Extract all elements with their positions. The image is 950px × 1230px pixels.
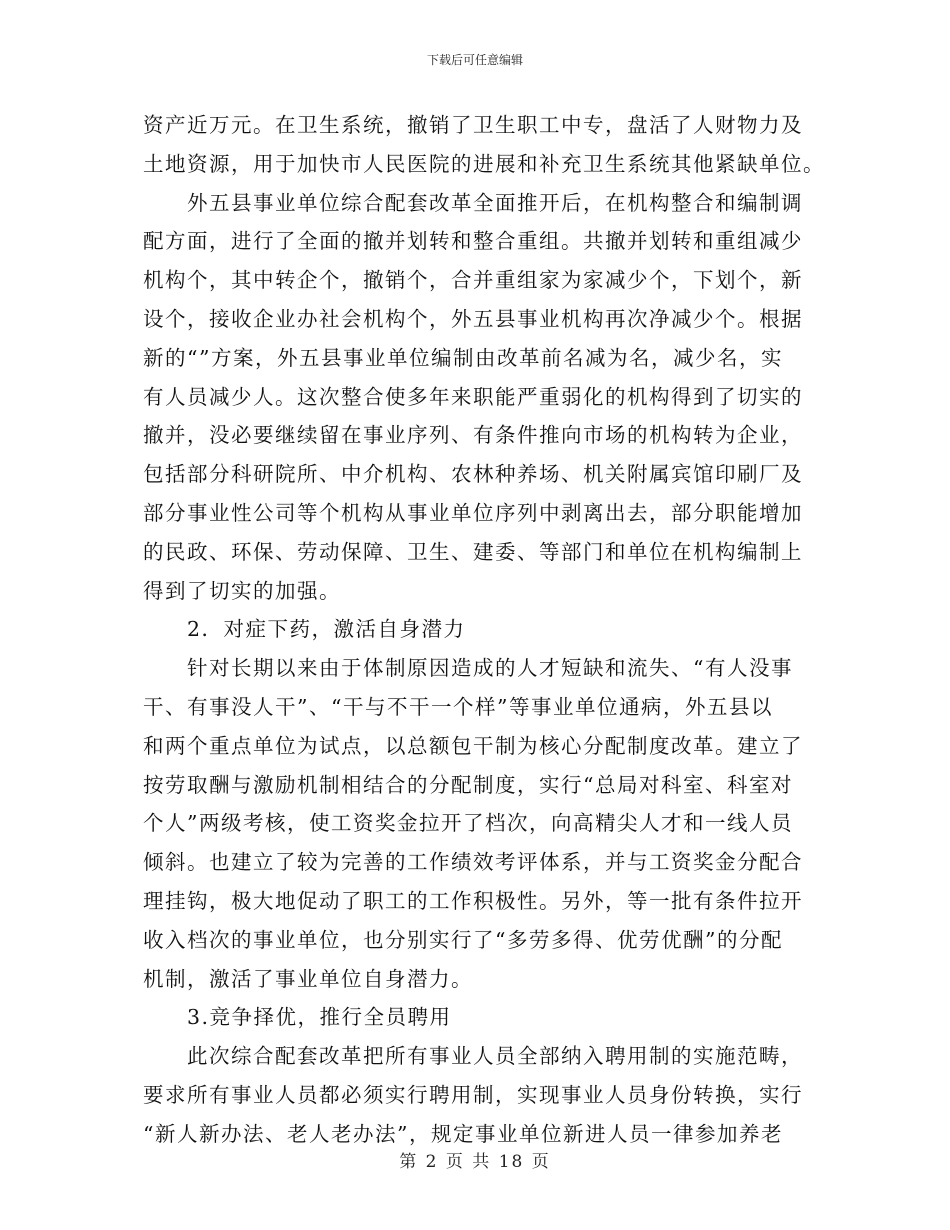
section-heading: 2．对症下药，激活自身潜力	[187, 617, 466, 642]
page-number-footer: 第 2 页 共 18 页	[399, 1152, 551, 1172]
section-heading: 3.竞争择优，推行全员聘用	[187, 1005, 452, 1030]
text-line: 和两个重点单位为试点，以总额包干制为核心分配制度改革。建立了	[143, 733, 803, 758]
paragraph-start-line: 针对长期以来由于体制原因造成的人才短缺和流失、“有人没事	[187, 656, 793, 681]
text-line: 配方面，进行了全面的撤并划转和整合重组。共撤并划转和重组减少	[143, 229, 803, 254]
document-body	[143, 106, 825, 1154]
text-line: 要求所有事业人员都必须实行聘用制，实现事业人员身份转换，实行	[143, 1082, 803, 1107]
text-line: 土地资源，用于加快市人民医院的进展和补充卫生系统其他紧缺单位。	[143, 151, 825, 176]
text-line: 有人员减少人。这次整合使多年来职能严重弱化的机构得到了切实的	[143, 384, 803, 409]
text-line: 收入档次的事业单位，也分别实行了“多劳多得、优劳优酬”的分配	[143, 927, 783, 952]
page-header: 下载后可任意编辑	[426, 53, 523, 67]
text-line: 设个，接收企业办社会机构个，外五县事业机构再次净减少个。根据	[143, 306, 803, 331]
text-line: 机构个，其中转企个，撤销个，合并重组家为家减少个，下划个，新	[143, 268, 803, 293]
text-line: 包括部分科研院所、中介机构、农林种养场、机关附属宾馆印刷厂及	[143, 462, 803, 487]
text-line: 新的“”方案，外五县事业单位编制由改革前名减为名，减少名，实	[143, 345, 783, 370]
text-line: 的民政、环保、劳动保障、卫生、建委、等部门和单位在机构编制上	[143, 539, 803, 564]
text-line: 机制，激活了事业单位自身潜力。	[143, 966, 473, 991]
text-line: 得到了切实的加强。	[143, 578, 341, 603]
text-line: 按劳取酬与激励机制相结合的分配制度，实行“总局对科室、科室对	[143, 772, 793, 797]
text-line: 资产近万元。在卫生系统，撤销了卫生职工中专，盘活了人财物力及	[143, 113, 803, 137]
text-line: 倾斜。也建立了较为完善的工作绩效考评体系，并与工资奖金分配合	[143, 850, 803, 875]
text-line: 部分事业性公司等个机构从事业单位序列中剥离出去，部分职能增加	[143, 500, 803, 525]
text-line: 个人”两级考核，使工资奖金拉开了档次，向高精尖人才和一线人员	[143, 811, 793, 836]
text-line: “新人新办法、老人老办法”，规定事业单位新进人员一律参加养老	[143, 1121, 783, 1146]
text-line: 撤并，没必要继续留在事业序列、有条件推向市场的机构转为企业，	[143, 423, 803, 448]
paragraph-start-line: 此次综合配套改革把所有事业人员全部纳入聘用制的实施范畴，	[187, 1044, 803, 1069]
paragraph-start-line: 外五县事业单位综合配套改革全面推开后，在机构整合和编制调	[187, 190, 803, 215]
text-line: 干、有事没人干”、“干与不干一个样”等事业单位通病，外五县以	[143, 694, 773, 719]
text-line: 理挂钩，极大地促动了职工的工作积极性。另外，等一批有条件拉开	[143, 888, 803, 913]
